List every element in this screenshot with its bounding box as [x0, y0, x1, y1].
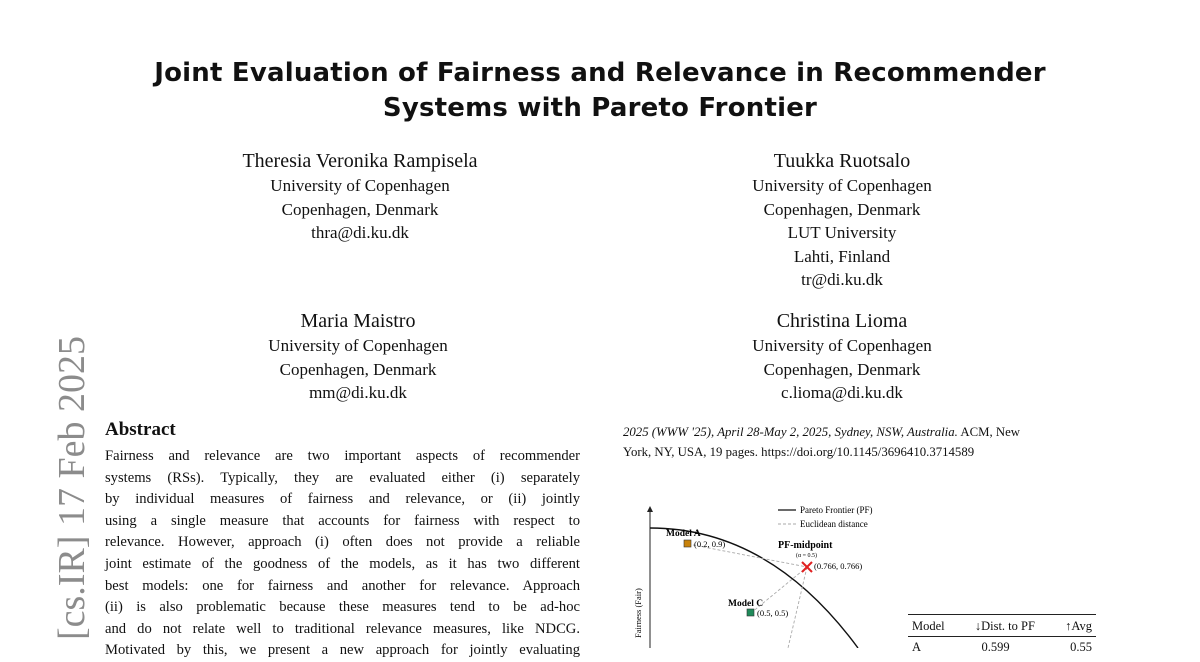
abstract-line: best models: one for fairness and another for relevance. Approach [105, 577, 580, 594]
abstract-line: using a single measure that accounts for fairness with respect to [105, 512, 580, 529]
abstract-body [105, 446, 580, 662]
author-block-lioma [632, 308, 1052, 405]
cell-avg: 0.55 [1070, 640, 1092, 654]
legend-euclid: Euclidean distance [800, 519, 868, 529]
citation-doi-line[interactable]: York, NY, USA, 19 pages. https://doi.org/10.1145/3696410.3714589 [623, 444, 975, 459]
col-avg: ↑Avg [1065, 619, 1092, 633]
author-affiliation-2: LUT University [787, 223, 897, 242]
y-axis-arrow-icon [647, 506, 653, 512]
abstract-line: (ii) is also problematic because these measures tend to be ad-hoc [105, 599, 580, 616]
author-email[interactable]: c.lioma@di.ku.dk [781, 383, 903, 402]
author-email[interactable]: tr@di.ku.dk [801, 270, 883, 289]
abstract-line: Motivated by this, we present a new approach for jointly evaluating [105, 642, 580, 659]
author-email[interactable]: thra@di.ku.dk [311, 223, 409, 242]
col-dist: ↓Dist. to PF [974, 619, 1035, 633]
abstract-line: joint estimate of the goodness of the models, as it has two different [105, 555, 580, 572]
author-name: Maria Maistro [300, 310, 416, 332]
abstract-line: by individual measures of fairness and relevance, or (ii) jointly [105, 491, 580, 508]
pareto-figure [620, 498, 910, 648]
author-block-ruotsalo [632, 148, 1052, 292]
model-c-label: Model C [728, 599, 764, 609]
model-a-marker [684, 540, 691, 547]
pf-midpoint-alpha: (α = 0.5) [796, 553, 818, 559]
author-location: Copenhagen, Denmark [763, 359, 921, 379]
title-line-1: Joint Evaluation of Fairness and Relevance in Recommender [154, 58, 1046, 88]
abstract-line: systems (RSs). Typically, they are evaluated either (i) separately [105, 469, 580, 486]
author-location: Copenhagen, Denmark [281, 199, 439, 219]
author-block-rampisela [150, 148, 570, 245]
author-location: Copenhagen, Denmark [763, 199, 921, 219]
acm-reference [623, 423, 1098, 462]
results-table [908, 614, 1096, 658]
cell-dist: 0.599 [981, 640, 1010, 654]
euclid-line-b [788, 567, 807, 648]
model-c-marker [747, 609, 754, 616]
author-name: Tuukka Ruotsalo [773, 150, 911, 172]
citation-venue: 2025 (WWW '25), April 28-May 2, 2025, Sydney, NSW, Australia. [623, 425, 958, 439]
author-affiliation: University of Copenhagen [270, 176, 450, 195]
abstract-line: Fairness and relevance are two important aspects of recommender [105, 448, 580, 464]
model-c-coords: (0.5, 0.5) [757, 608, 789, 618]
pf-midpoint-coords: (0.766, 0.766) [814, 561, 863, 571]
table-row [908, 636, 1096, 658]
col-model: Model [912, 619, 945, 633]
author-name: Christina Lioma [776, 310, 908, 332]
cell-model: A [912, 640, 922, 654]
pf-midpoint-cross-icon [802, 562, 812, 572]
arxiv-stamp: [cs.IR] 17 Feb 2025 [51, 336, 93, 640]
author-affiliation: University of Copenhagen [752, 336, 932, 355]
citation-publisher: ACM, New [957, 425, 1021, 439]
paper-title [0, 56, 1200, 126]
legend-pf: Pareto Frontier (PF) [800, 505, 873, 515]
author-affiliation: University of Copenhagen [752, 176, 932, 195]
author-location: Copenhagen, Denmark [279, 359, 437, 379]
author-name: Theresia Veronika Rampisela [242, 150, 478, 172]
pf-midpoint-label: PF-midpoint [778, 540, 833, 551]
abstract-heading: Abstract [105, 419, 176, 440]
model-a-label: Model A [666, 529, 701, 539]
table-header-row [908, 615, 1096, 636]
title-line-2: Systems with Pareto Frontier [382, 93, 818, 123]
abstract-line: relevance. However, approach (i) often does not provide a reliable [105, 534, 580, 551]
author-email[interactable]: mm@di.ku.dk [309, 383, 407, 402]
author-block-maistro [148, 308, 568, 405]
abstract-line: and do not relate well to traditional relevance measures, like NDCG. [105, 620, 580, 637]
y-axis-label: Fairness (Fair) [633, 588, 643, 638]
author-affiliation: University of Copenhagen [268, 336, 448, 355]
author-location-2: Lahti, Finland [793, 246, 891, 266]
model-a-coords: (0.2, 0.9) [694, 539, 726, 549]
